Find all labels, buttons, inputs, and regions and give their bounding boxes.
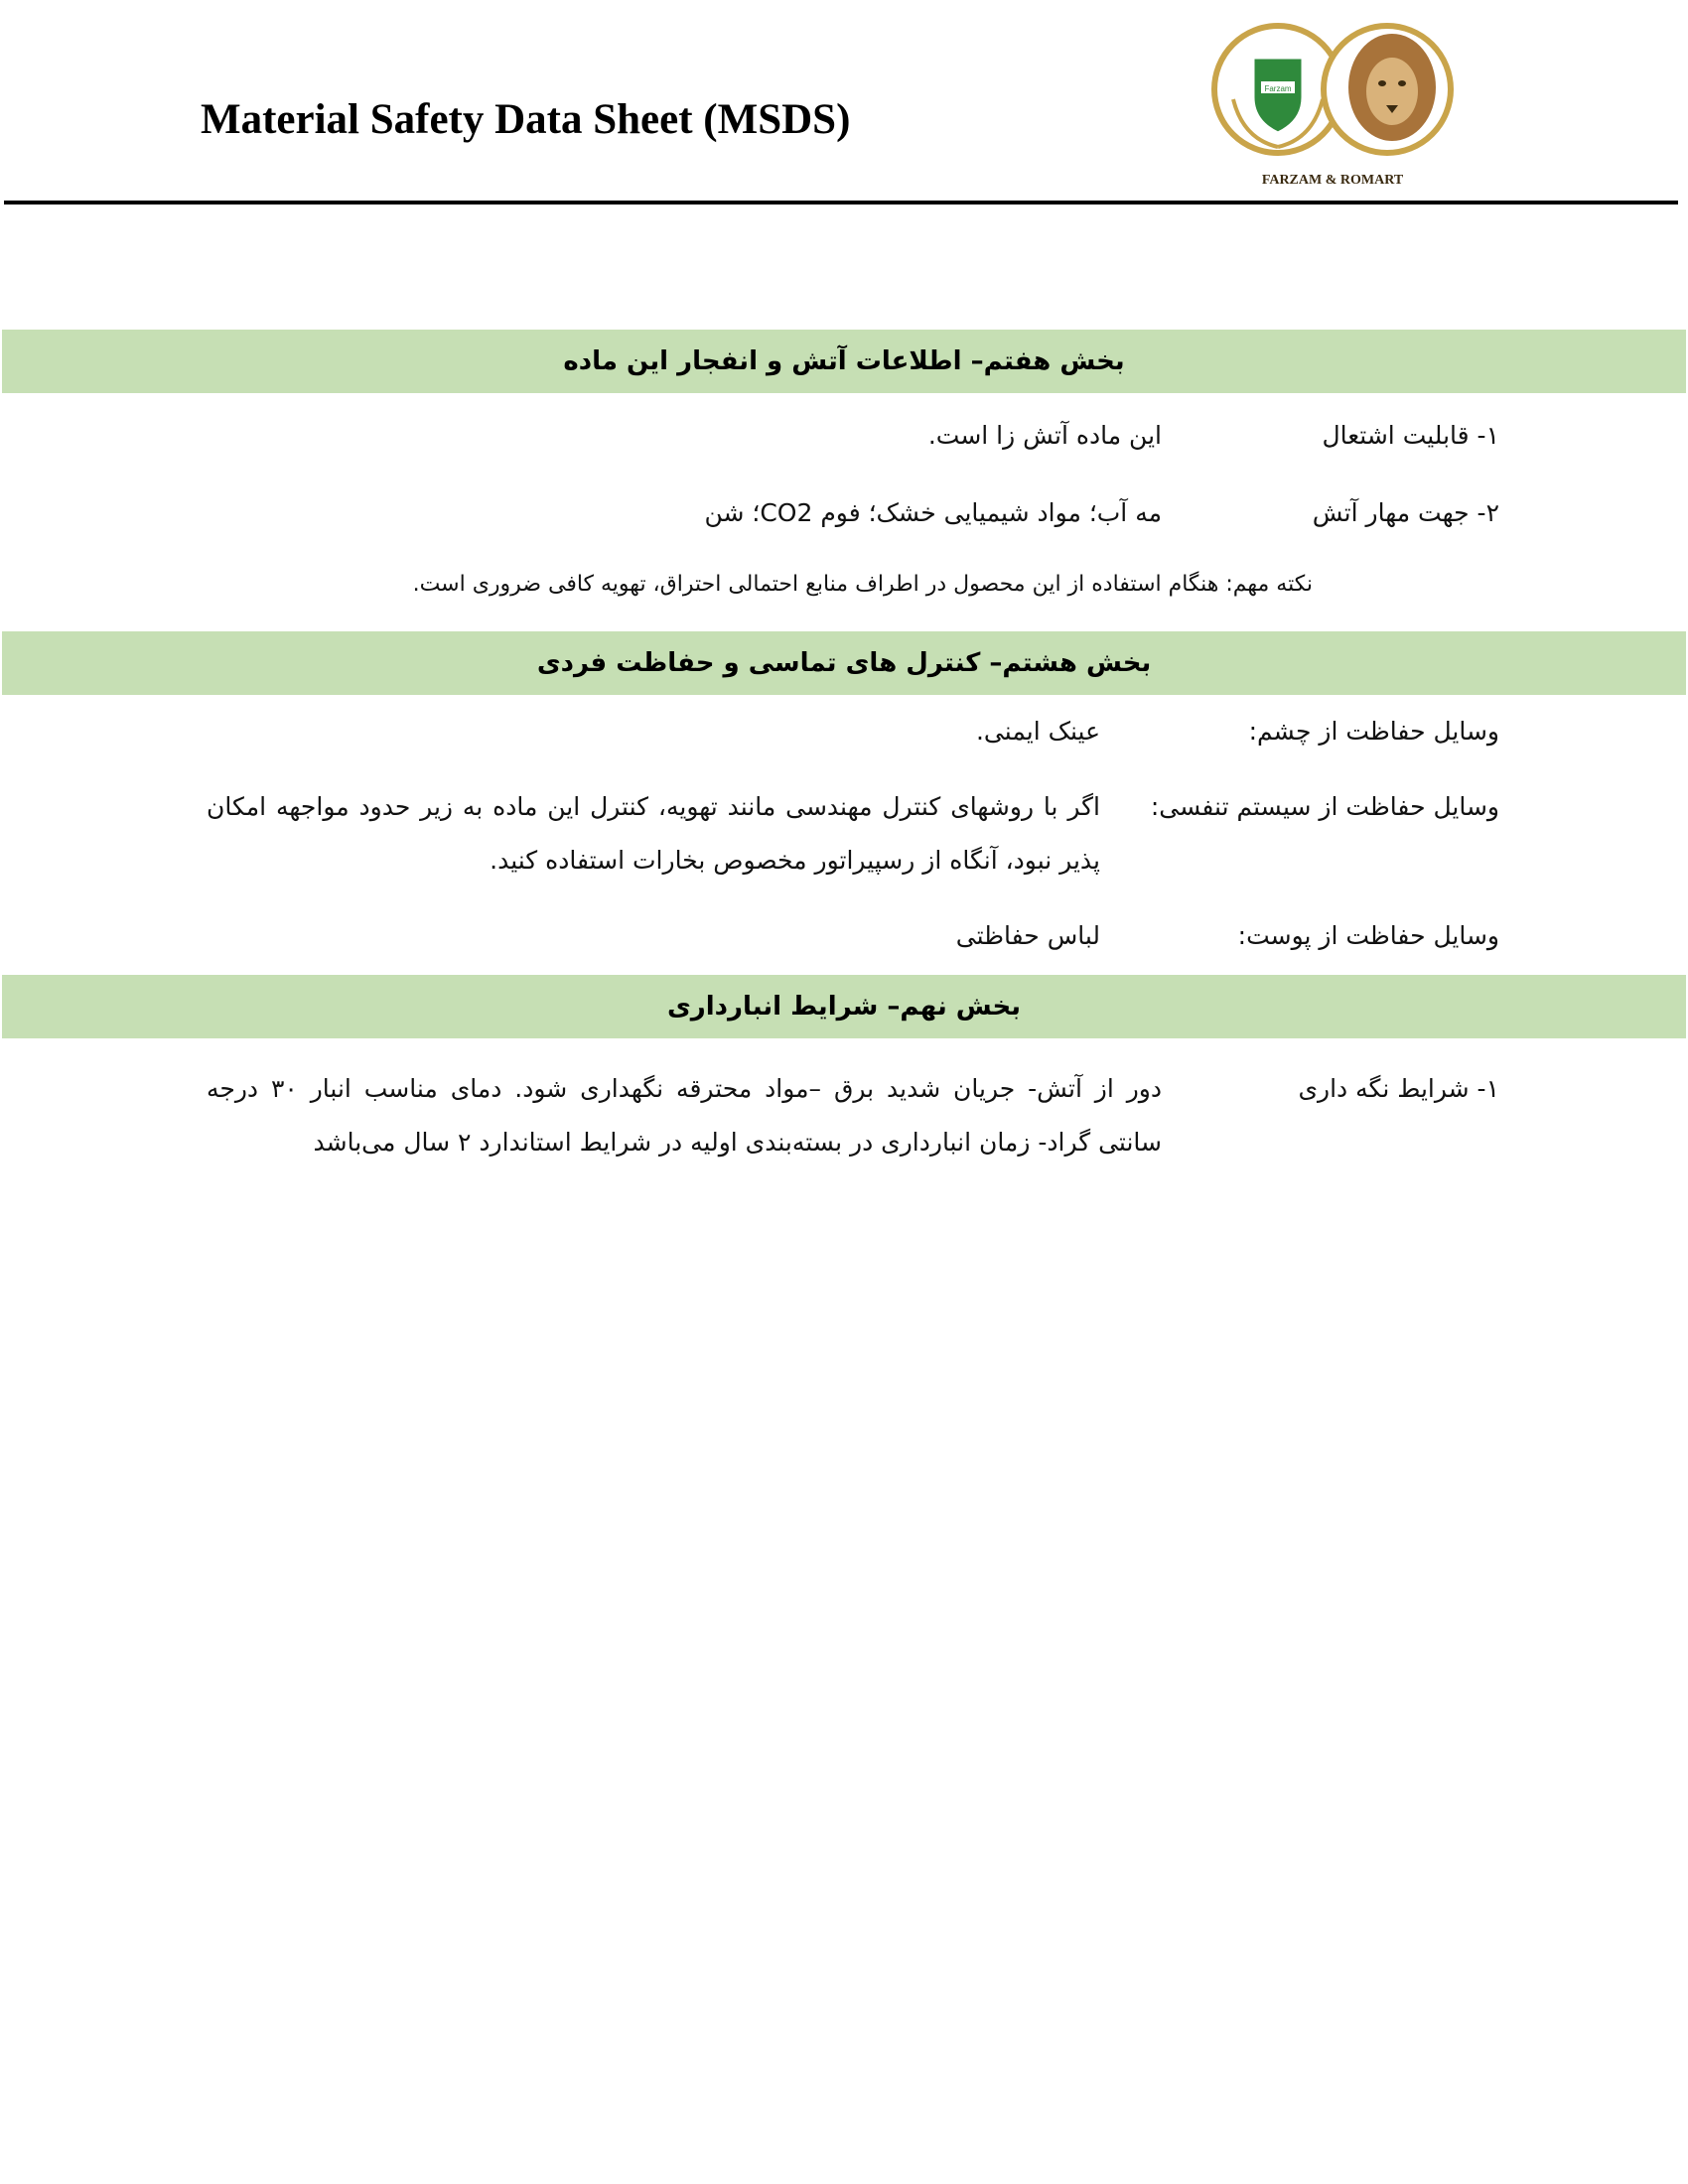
eye-protection-label: وسایل حفاظت از چشم: — [1248, 717, 1499, 746]
section7-note: نکته مهم: هنگام استفاده از این محصول در اطراف منابع احتمالی احتراق، تهویه کافی ضروری است. — [412, 572, 1313, 597]
respiratory-protection-value: اگر با روشهای کنترل مهندسی مانند تهویه، کنترل این ماده به زیر حدود مواجهه امکان پذیر نبود، آنگاه از رسپیراتور مخصوص بخارات استفاده کنید. — [207, 792, 1100, 875]
eye-protection-value: عینک ایمنی. — [975, 717, 1100, 746]
skin-protection-value: لباس حفاظتی — [955, 921, 1100, 950]
extinguishing-label: ۲- جهت مهار آتش — [1312, 498, 1499, 527]
svg-text:Farzam: Farzam — [1264, 84, 1292, 93]
section8-title: بخش هشتم– کنترل های تماسی و حفاظت فردی — [2, 631, 1686, 695]
extinguishing-value: مه آب؛ مواد شیمیایی خشک؛ فوم CO2؛ شن — [704, 498, 1162, 527]
header-divider — [4, 201, 1678, 205]
logo-caption: FARZAM & ROMART — [1261, 173, 1404, 188]
flammability-value: این ماده آتش زا است. — [927, 421, 1162, 450]
page-title: Material Safety Data Sheet (MSDS) — [201, 96, 851, 143]
flammability-label: ۱- قابلیت اشتعال — [1322, 421, 1499, 450]
logo-emblem-icon — [1203, 20, 1462, 169]
storage-conditions-label: ۱- شرایط نگه داری — [1298, 1074, 1499, 1103]
skin-protection-label: وسایل حفاظت از پوست: — [1237, 921, 1499, 950]
section7-title: بخش هفتم– اطلاعات آتش و انفجار این ماده — [2, 330, 1686, 393]
storage-conditions-value: دور از آتش- جریان شدید برق –مواد محترقه نگهداری شود. دمای مناسب انبار ۳۰ درجه سانتی گراد- زمان انبارداری در بسته‌بندی اولیه در شرایط استاندارد ۲ سال می‌باشد — [207, 1074, 1162, 1157]
respiratory-protection-label: وسایل حفاظت از سیستم تنفسی: — [1150, 792, 1499, 821]
section9-title: بخش نهم– شرایط انبارداری — [2, 975, 1686, 1038]
company-logo — [1203, 20, 1462, 199]
